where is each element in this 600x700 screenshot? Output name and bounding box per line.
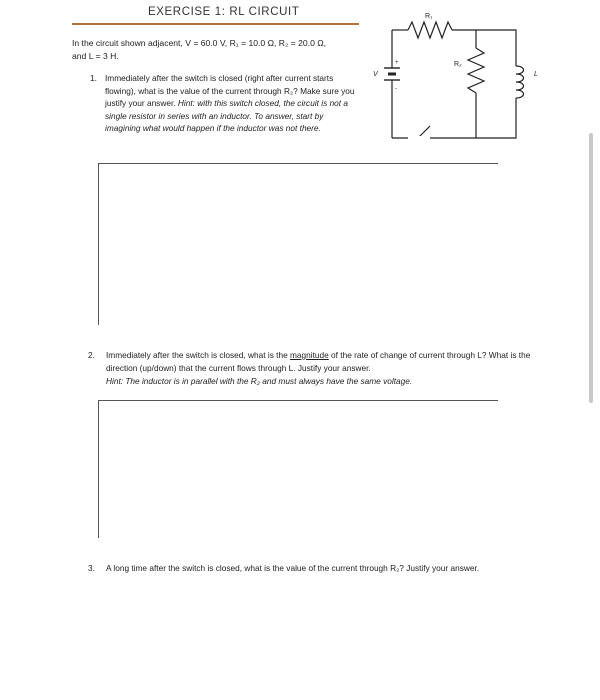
rl-circuit-diagram (368, 8, 553, 143)
scrollbar[interactable] (589, 133, 593, 403)
intro-line-1: In the circuit shown adjacent, V = 60.0 V, R₁ = 10.0 Ω, R₂ = 20.0 Ω, (72, 38, 327, 48)
r1-label: R₁ (425, 13, 433, 20)
question-2 (88, 349, 543, 388)
answer-box-1[interactable] (98, 163, 99, 325)
intro-text (72, 37, 372, 63)
question-2-text-a: Immediately after the switch is closed, what is the (106, 350, 290, 360)
question-1-hint: Hint: with this switch closed, the circuit is not a single resistor in series with an inductor. To answer, start by imagining what would happen if the inductor was not there. (105, 98, 349, 134)
question-2-number: 2. (88, 350, 95, 360)
l-label: L (534, 71, 538, 78)
page-title: EXERCISE 1: RL CIRCUIT (148, 6, 300, 18)
plus-label: + (395, 60, 399, 66)
question-2-hint: Hint: The inductor is in parallel with the R₂ and must always have the same voltage. (106, 376, 413, 386)
wire-bottom (392, 98, 516, 138)
intro-line-2: and L = 3 H. (72, 51, 119, 61)
answer-box-2[interactable] (98, 400, 99, 538)
question-2-text-b: of the rate of change of current through L? What is the direction (up/down) that the current flows through L. Justify your answer. (106, 350, 531, 373)
question-3-number: 3. (88, 563, 95, 573)
minus-label: - (395, 86, 397, 92)
question-2-underlined: magnitude (290, 350, 329, 360)
question-3-text: A long time after the switch is closed, what is the value of the current through R₂? Justify your answer. (106, 563, 480, 573)
title-divider (72, 23, 359, 25)
question-3 (88, 562, 528, 575)
answer-box-2-top (98, 400, 498, 401)
resistor-r2 (468, 48, 484, 93)
v-label: V (373, 71, 378, 78)
question-1 (72, 72, 357, 135)
answer-box-1-top (98, 163, 498, 164)
question-1-number: 1. (90, 73, 97, 83)
resistor-r1 (408, 22, 452, 38)
inductor-l (516, 66, 524, 98)
switch-gap (408, 136, 430, 140)
r2-label: R₂ (454, 61, 462, 68)
question-1-text: Immediately after the switch is closed (right after current starts flowing), what is the value of the current through R₂? Make sure you justify your answer. (105, 73, 355, 109)
